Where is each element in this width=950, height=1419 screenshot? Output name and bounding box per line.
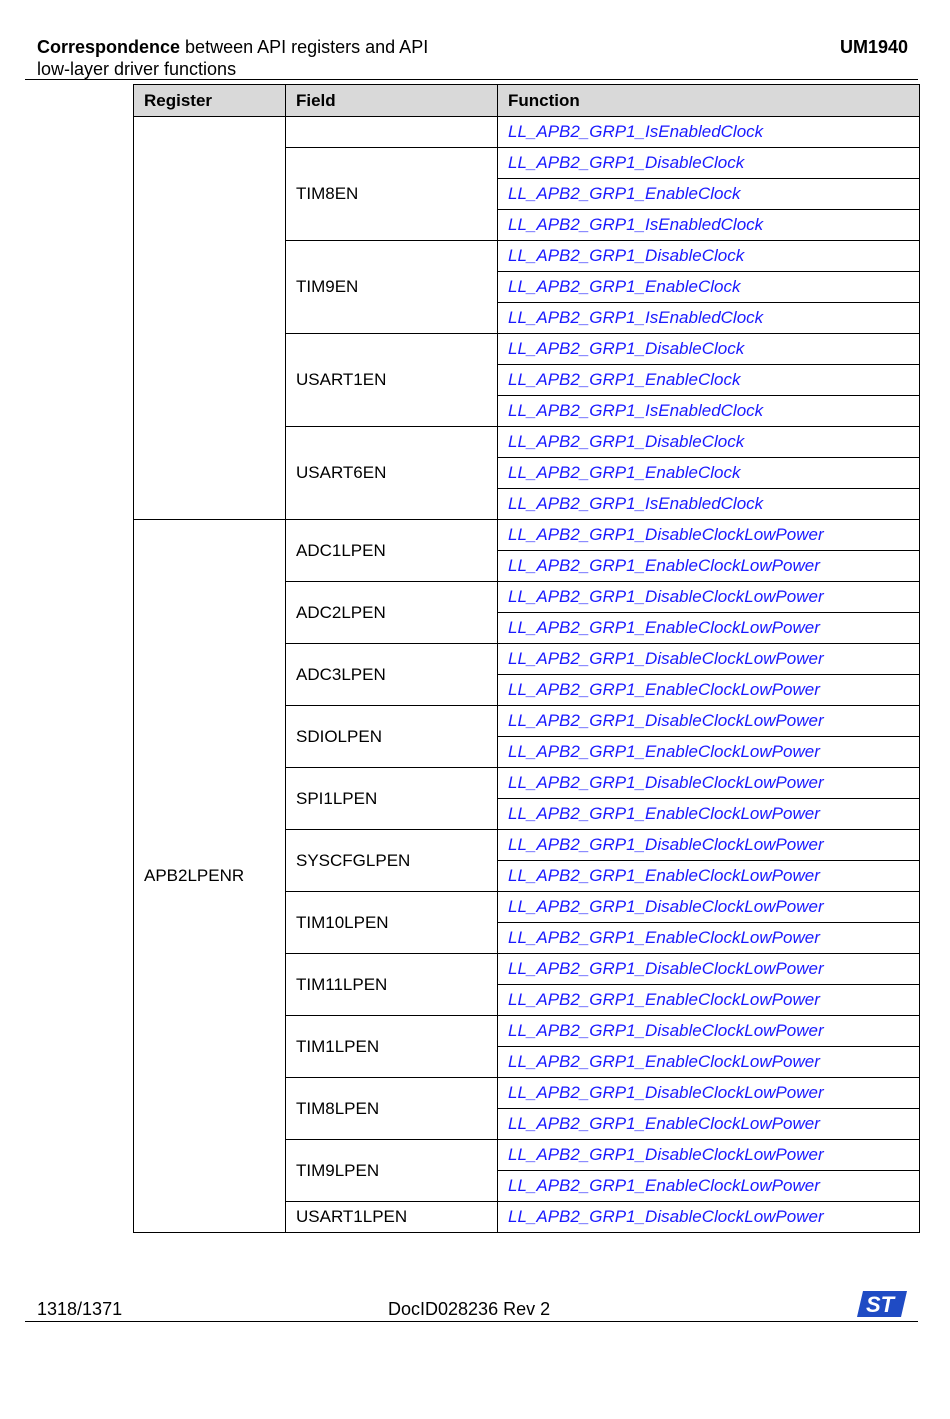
field-cell: TIM9LPEN (286, 1140, 498, 1202)
function-link[interactable]: LL_APB2_GRP1_DisableClock (498, 148, 920, 179)
function-link[interactable]: LL_APB2_GRP1_DisableClockLowPower (498, 520, 920, 551)
field-cell: TIM9EN (286, 241, 498, 334)
column-header-field: Field (286, 85, 498, 117)
register-cell (134, 117, 286, 520)
doc-id: DocID028236 Rev 2 (388, 1299, 551, 1319)
function-link[interactable]: LL_APB2_GRP1_DisableClockLowPower (498, 1016, 920, 1047)
function-link[interactable]: LL_APB2_GRP1_EnableClockLowPower (498, 861, 920, 892)
field-cell: SYSCFGLPEN (286, 830, 498, 892)
table-row (134, 520, 920, 551)
field-cell: USART1EN (286, 334, 498, 427)
footer-divider (25, 1321, 918, 1322)
function-link[interactable]: LL_APB2_GRP1_DisableClock (498, 334, 920, 365)
function-link[interactable]: LL_APB2_GRP1_EnableClock (498, 458, 920, 489)
function-link[interactable]: LL_APB2_GRP1_EnableClockLowPower (498, 1171, 920, 1202)
field-cell: TIM8EN (286, 148, 498, 241)
function-link[interactable]: LL_APB2_GRP1_EnableClockLowPower (498, 1109, 920, 1140)
function-link[interactable]: LL_APB2_GRP1_DisableClockLowPower (498, 954, 920, 985)
field-cell: SPI1LPEN (286, 768, 498, 830)
function-link[interactable]: LL_APB2_GRP1_DisableClockLowPower (498, 644, 920, 675)
function-link[interactable]: LL_APB2_GRP1_EnableClockLowPower (498, 985, 920, 1016)
header-title-bold: Correspondence (37, 37, 181, 57)
function-link[interactable]: LL_APB2_GRP1_DisableClockLowPower (498, 830, 920, 861)
function-link[interactable]: LL_APB2_GRP1_DisableClockLowPower (498, 768, 920, 799)
function-link[interactable]: LL_APB2_GRP1_EnableClockLowPower (498, 551, 920, 582)
header-divider (25, 79, 918, 80)
function-link[interactable]: LL_APB2_GRP1_IsEnabledClock (498, 489, 920, 520)
function-link[interactable]: LL_APB2_GRP1_EnableClockLowPower (498, 923, 920, 954)
function-link[interactable]: LL_APB2_GRP1_EnableClockLowPower (498, 799, 920, 830)
table-header-row (134, 85, 920, 117)
field-cell: USART6EN (286, 427, 498, 520)
field-cell: TIM11LPEN (286, 954, 498, 1016)
column-header-function: Function (498, 85, 920, 117)
function-link[interactable]: LL_APB2_GRP1_EnableClock (498, 272, 920, 303)
table-row (134, 117, 920, 148)
table-body (134, 117, 920, 1233)
field-cell (286, 117, 498, 148)
svg-text:ST: ST (865, 1292, 895, 1317)
doc-code: UM1940 (839, 37, 908, 57)
field-cell: TIM1LPEN (286, 1016, 498, 1078)
function-link[interactable]: LL_APB2_GRP1_DisableClockLowPower (498, 892, 920, 923)
field-cell: TIM8LPEN (286, 1078, 498, 1140)
page-header-title (37, 36, 597, 80)
function-link[interactable]: LL_APB2_GRP1_EnableClock (498, 365, 920, 396)
function-link[interactable]: LL_APB2_GRP1_EnableClock (498, 179, 920, 210)
function-link[interactable]: LL_APB2_GRP1_IsEnabledClock (498, 303, 920, 334)
header-title-rest: between API registers and API (180, 37, 429, 57)
function-link[interactable]: LL_APB2_GRP1_EnableClockLowPower (498, 613, 920, 644)
field-cell: ADC1LPEN (286, 520, 498, 582)
function-link[interactable]: LL_APB2_GRP1_DisableClockLowPower (498, 1140, 920, 1171)
function-link[interactable]: LL_APB2_GRP1_EnableClockLowPower (498, 1047, 920, 1078)
function-link[interactable]: LL_APB2_GRP1_EnableClockLowPower (498, 737, 920, 768)
register-cell: APB2LPENR (134, 520, 286, 1233)
function-link[interactable]: LL_APB2_GRP1_DisableClockLowPower (498, 1202, 920, 1233)
function-link[interactable]: LL_APB2_GRP1_DisableClockLowPower (498, 706, 920, 737)
field-cell: SDIOLPEN (286, 706, 498, 768)
function-link[interactable]: LL_APB2_GRP1_DisableClockLowPower (498, 1078, 920, 1109)
st-logo-icon (855, 1289, 907, 1319)
function-link[interactable]: LL_APB2_GRP1_IsEnabledClock (498, 210, 920, 241)
function-link[interactable]: LL_APB2_GRP1_DisableClockLowPower (498, 582, 920, 613)
field-cell: ADC2LPEN (286, 582, 498, 644)
column-header-register: Register (134, 85, 286, 117)
page-number: 1318/1371 (37, 1299, 123, 1319)
field-cell: TIM10LPEN (286, 892, 498, 954)
header-title-line2: low-layer driver functions (37, 59, 237, 79)
function-link[interactable]: LL_APB2_GRP1_DisableClock (498, 427, 920, 458)
function-link[interactable]: LL_APB2_GRP1_DisableClock (498, 241, 920, 272)
function-link[interactable]: LL_APB2_GRP1_EnableClockLowPower (498, 675, 920, 706)
function-link[interactable]: LL_APB2_GRP1_IsEnabledClock (498, 396, 920, 427)
field-cell: ADC3LPEN (286, 644, 498, 706)
register-table (133, 84, 920, 1233)
function-link[interactable]: LL_APB2_GRP1_IsEnabledClock (498, 117, 920, 148)
field-cell: USART1LPEN (286, 1202, 498, 1233)
